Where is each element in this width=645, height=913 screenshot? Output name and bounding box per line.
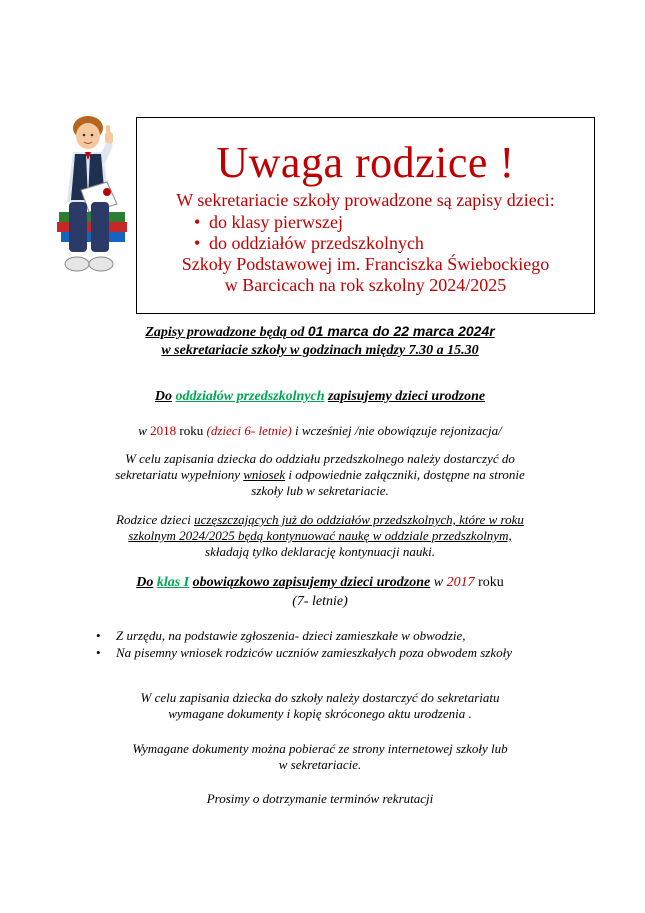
- enrollment-item: • do oddziałów przedszkolnych: [194, 233, 424, 253]
- preschool-documents-text: W celu zapisania dziecka do oddziału przedszkolnego należy dostarczyć do sekretariatu wypełniony wniosek i odpowiednie załączniki, dostępne na stronie szkoły lub w sekretariacie.: [115, 451, 525, 498]
- grade1-age: (7- letnie): [292, 594, 348, 609]
- grade1-criteria-list: [96, 627, 576, 661]
- enrollment-notice-box: [136, 117, 595, 314]
- closing-text: Prosimy o dotrzymanie terminów rekrutacji: [206, 791, 434, 806]
- enrollment-list: [137, 212, 594, 254]
- grade1-documents-text: W celu zapisania dziecka do szkoły należy dostarczyć do sekretariatu wymagane dokumenty i kopię skróconego aktu urodzenia .: [140, 690, 500, 721]
- school-year: w Barcicach na rok szkolny 2024/2025: [224, 275, 507, 295]
- application-link: wniosek: [243, 467, 286, 482]
- school-name: Szkoły Podstawowej im. Franciszka Świebockiego: [181, 254, 550, 274]
- criteria-item: • Z urzędu, na podstawie zgłoszenia- dzieci zamieszkałe w obwodzie,: [96, 628, 466, 643]
- enrollment-dates: Zapisy prowadzone będą od 01 marca do 22 marca 2024r w sekretariacie szkoły w godzinach między 7.30 a 15.30: [145, 323, 495, 358]
- preschool-heading: Do oddziałów przedszkolnych zapisujemy dzieci urodzone: [154, 389, 486, 404]
- notice-intro: W sekretariacie szkoły prowadzone są zapisy dzieci:: [176, 190, 555, 210]
- enrollment-item: • do klasy pierwszej: [194, 212, 343, 232]
- criteria-item: • Na pisemny wniosek rodziców uczniów zamieszkałych poza obwodem szkoły: [96, 645, 512, 660]
- notice-title: Uwaga rodzice !: [216, 138, 515, 187]
- preschool-birth-year: w 2018 roku (dzieci 6- letnie) i wcześniej /nie obowiązuje rejonizacja/: [138, 423, 502, 438]
- boy-reading-illustration: [55, 112, 133, 282]
- grade1-heading: Do klas I obowiązkowo zapisujemy dzieci urodzone w 2017 roku: [136, 575, 504, 590]
- forms-download-text: Wymagane dokumenty można pobierać ze strony internetowej szkoły lub w sekretariacie.: [132, 741, 508, 772]
- continuation-text: Rodzice dzieci uczęszczających już do oddziałów przedszkolnych, które w roku szkolnym 2024/2025 będą kontynuować naukę w oddziale przedszkolnym, składają tylko deklarację kontynuacji nauki.: [116, 512, 524, 559]
